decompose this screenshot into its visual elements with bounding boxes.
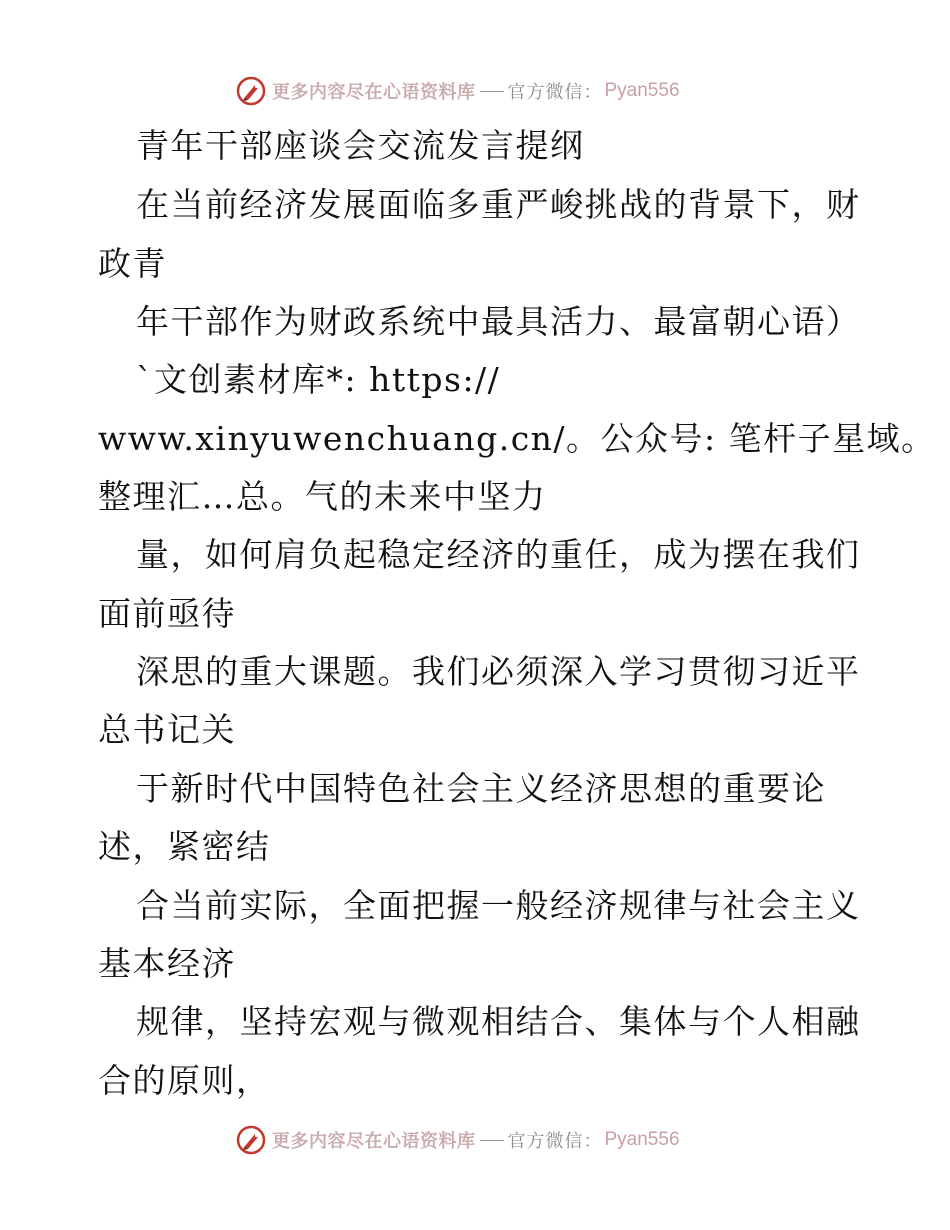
text-line: 整理汇…总。气的未来中坚力 xyxy=(98,477,547,516)
document-title: 青年干部座谈会交流发言提纲 xyxy=(136,126,585,165)
pen-logo-icon xyxy=(236,1125,266,1155)
banner-site-text: 更多内容尽在心语资料库 xyxy=(272,82,476,103)
text-line: 总书记关 xyxy=(98,710,236,749)
banner-contact-id: Pyan556 xyxy=(604,1129,680,1150)
banner-divider xyxy=(480,1140,504,1141)
text-line: 量，如何肩负起稳定经济的重任，成为摆在我们 xyxy=(136,535,861,574)
banner-contact-label: 官方微信： xyxy=(507,1131,603,1152)
banner-divider xyxy=(480,91,504,92)
text-line: 合的原则， xyxy=(98,1061,271,1100)
text-line: 于新时代中国特色社会主义经济思想的重要论 xyxy=(136,769,826,808)
text-line: 在当前经济发展面临多重严峻挑战的背景下，财 xyxy=(136,185,861,224)
text-line: 述，紧密结 xyxy=(98,827,271,866)
header-banner[interactable] xyxy=(236,74,680,108)
pen-logo-icon xyxy=(236,76,266,106)
text-line: 年干部作为财政系统中最具活力、最富朝心语） xyxy=(136,302,861,341)
footer-banner[interactable] xyxy=(236,1123,680,1157)
banner-contact-label: 官方微信： xyxy=(507,82,603,103)
text-line: 深思的重大课题。我们必须深入学习贯彻习近平 xyxy=(136,652,861,691)
banner-site-text: 更多内容尽在心语资料库 xyxy=(272,1131,476,1152)
text-line: 合当前实际，全面把握一般经济规律与社会主义 xyxy=(136,886,861,925)
text-line: www.xinyuwenchuang.cn/。公众号: 笔杆子星域。 xyxy=(98,419,936,458)
banner-contact-id: Pyan556 xyxy=(604,80,680,101)
text-line: 面前亟待 xyxy=(98,594,236,633)
text-line: 规律，坚持宏观与微观相结合、集体与个人相融 xyxy=(136,1002,861,1041)
text-line: 基本经济 xyxy=(98,944,236,983)
text-line: 政青 xyxy=(98,244,167,283)
text-line: `文创素材库*: https:// xyxy=(136,360,501,399)
